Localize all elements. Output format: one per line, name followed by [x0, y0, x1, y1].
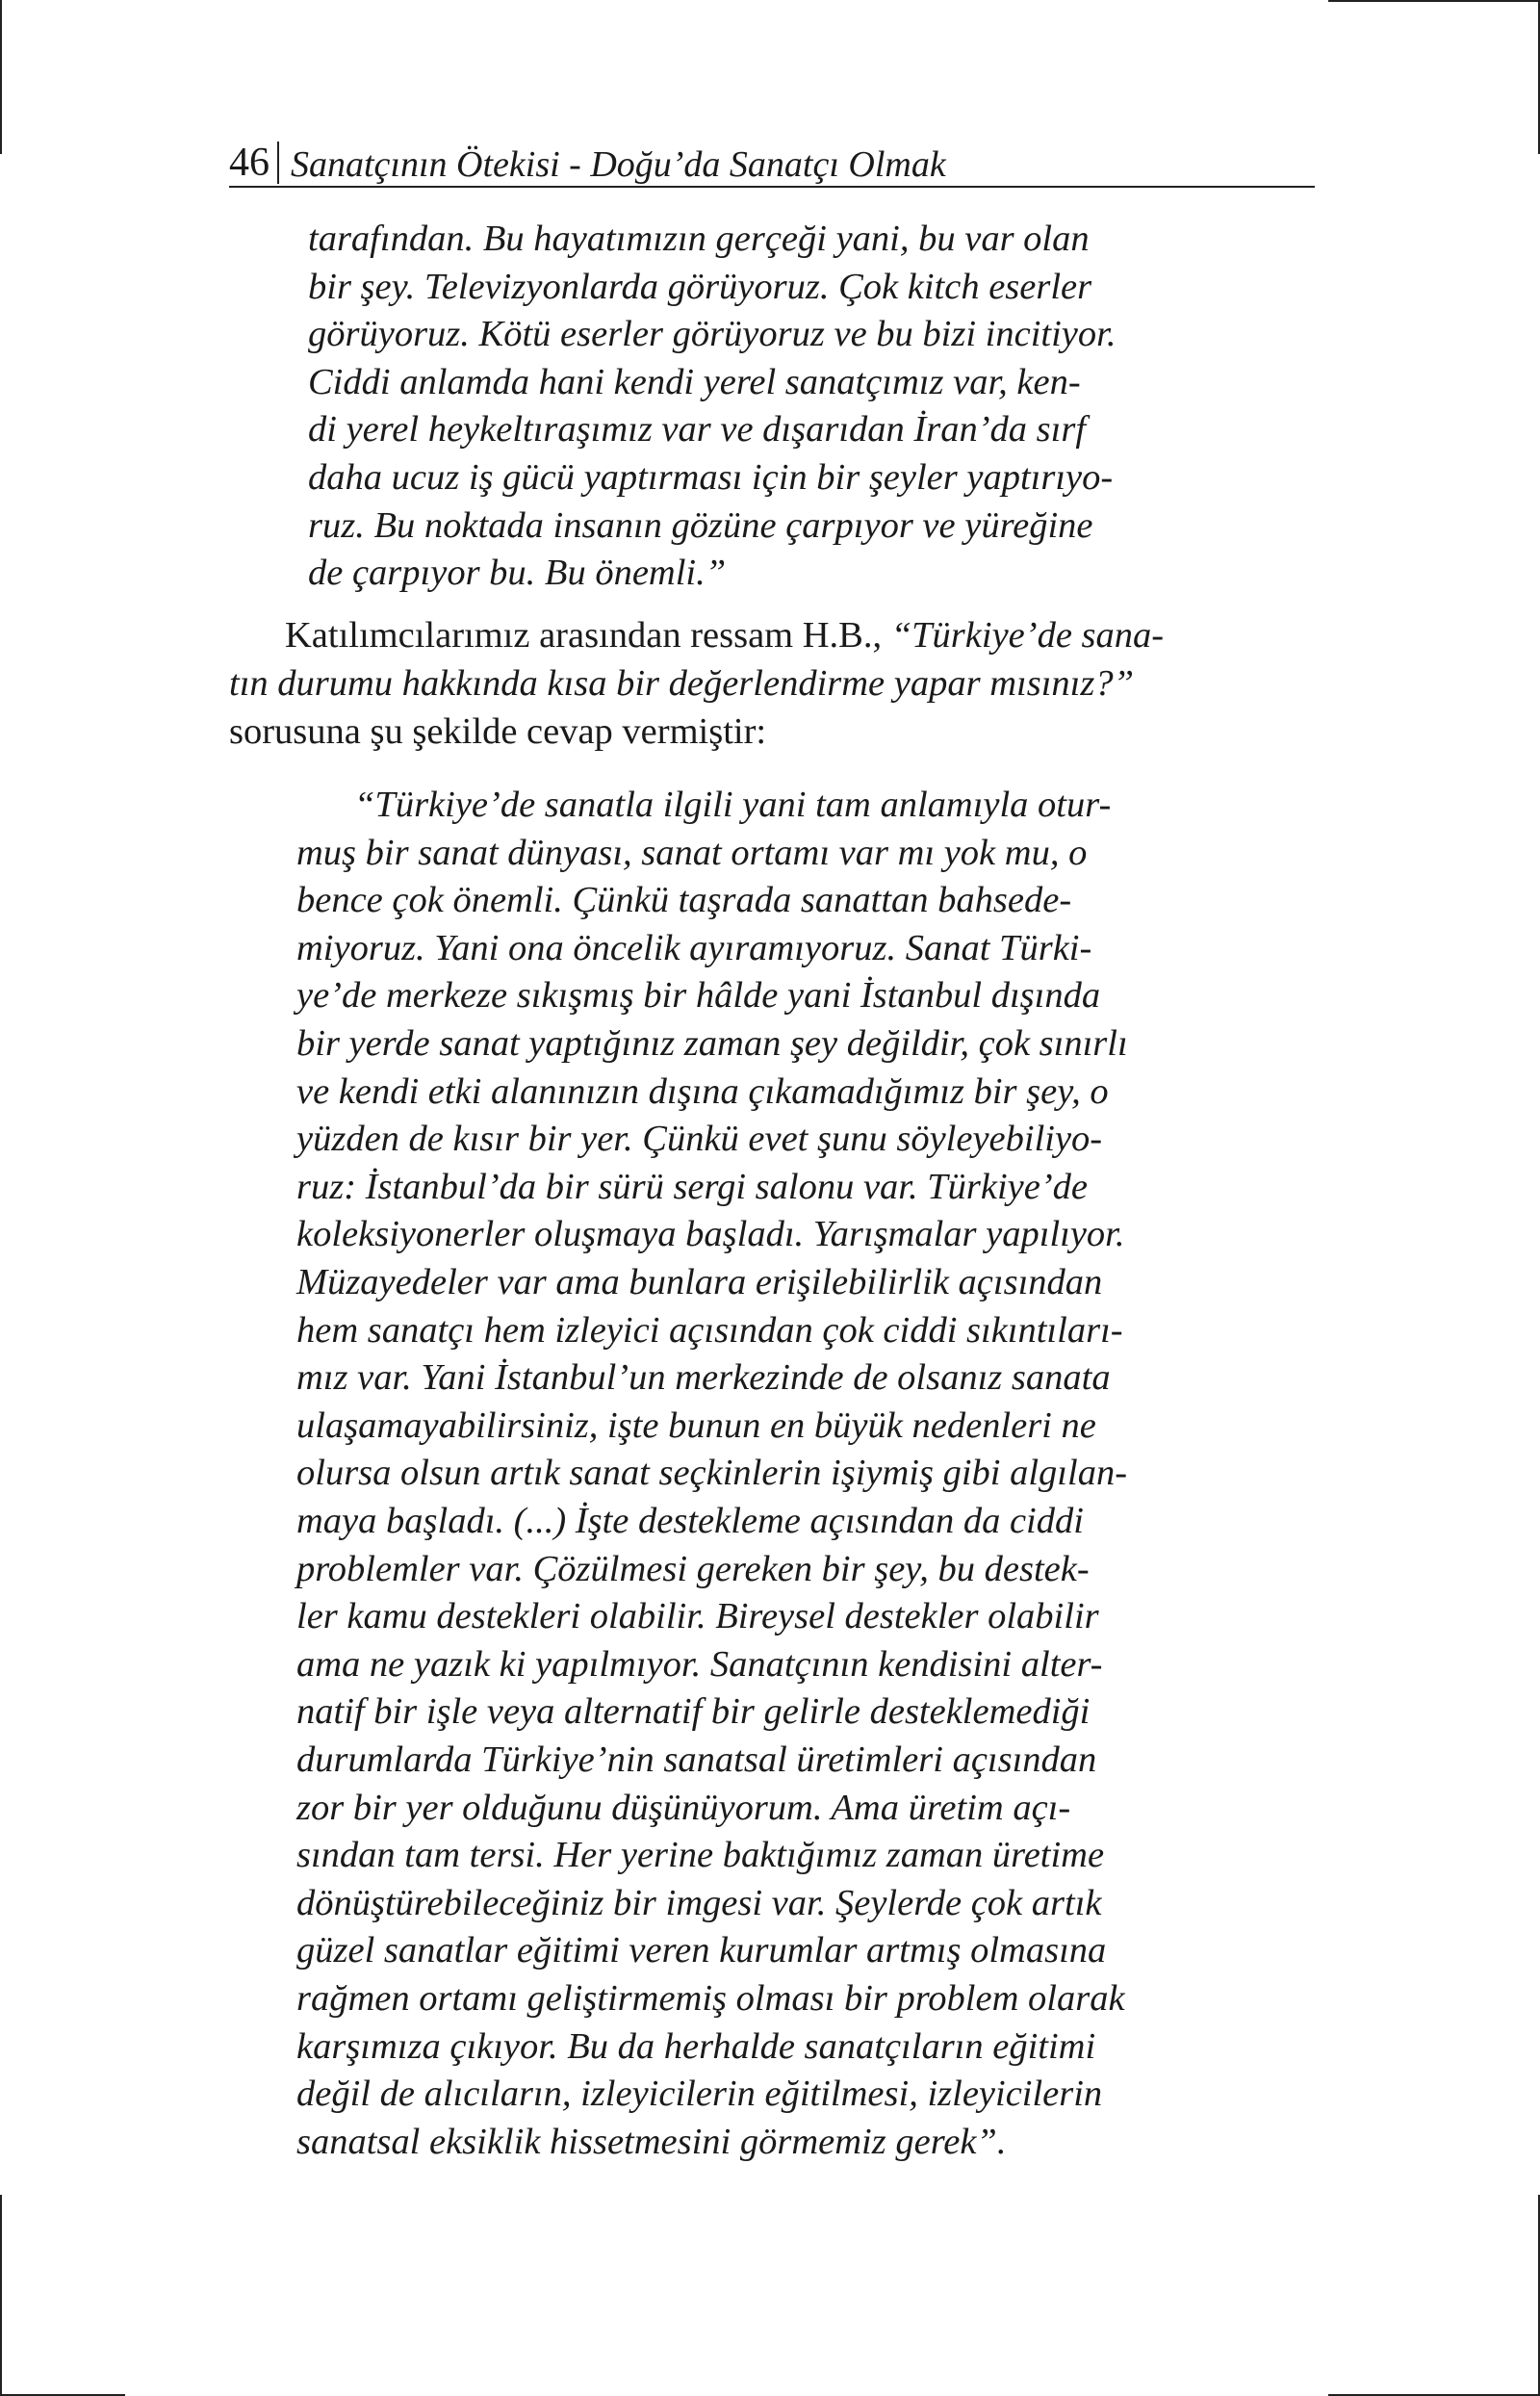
- quote-line: ler kamu destekleri olabilir. Bireysel destekler olabilir: [296, 1596, 1099, 1637]
- quoted-question: tın durumu hakkında kısa bir değerlendirme yapar mısınız?”: [229, 663, 1134, 704]
- quote-line: güzel sanatlar eğitimi veren kurumlar artmış olmasına: [296, 1930, 1107, 1971]
- quote-line: sından tam tersi. Her yerine baktığımız zaman üretime: [296, 1835, 1105, 1876]
- quote-line: miyoruz. Yani ona öncelik ayıramıyoruz. Sanat Türki-: [296, 927, 1092, 968]
- quote-line: natif bir işle veya alternatif bir gelirle desteklemediği: [296, 1691, 1091, 1733]
- running-title: Sanatçının Ötekisi - Doğu’da Sanatçı Olmak: [291, 144, 946, 185]
- quote-line: ruz: İstanbul’da bir sürü sergi salonu var. Türkiye’de: [296, 1166, 1089, 1207]
- quote-line: muş bir sanat dünyası, sanat ortamı var mı yok mu, o: [296, 832, 1088, 873]
- quote-line: maya başladı. (...) İşte destekleme açısından da ciddi: [296, 1501, 1084, 1541]
- quote-line: mız var. Yani İstanbul’un merkezinde de olsanız sanata: [296, 1357, 1111, 1399]
- quote-line: de çarpıyor bu. Bu önemli.”: [308, 553, 727, 594]
- quote-line: koleksiyonerler oluşmaya başladı. Yarışmalar yapılıyor.: [296, 1214, 1125, 1255]
- quote-line: olursa olsun artık sanat seçkinlerin işiymiş gibi algılan-: [296, 1453, 1128, 1494]
- body-text: sorusuna şu şekilde cevap vermiştir:: [229, 711, 767, 752]
- quote-line: dönüştürebileceğiniz bir imgesi var. Şeylerde çok artık: [296, 1882, 1102, 1923]
- running-header: [229, 138, 1315, 188]
- quote-line: bir şey. Televizyonlarda görüyoruz. Çok kitch eserler: [308, 266, 1092, 307]
- crop-mark: [1328, 0, 1540, 2]
- body-text: Katılımcılarımız arasından ressam H.B.,: [285, 615, 891, 656]
- quote-line: karşımıza çıkıyor. Bu da herhalde sanatçıların eğitimi: [296, 2025, 1096, 2067]
- quote-line: Ciddi anlamda hani kendi yerel sanatçımız var, ken-: [308, 361, 1081, 402]
- quote-line: zor bir yer olduğunu düşünüyorum. Ama üretim açı-: [296, 1787, 1071, 1828]
- quote-line: Müzayedeler var ama bunlara erişilebilirlik açısından: [296, 1262, 1103, 1302]
- quote-line: yüzden de kısır bir yer. Çünkü evet şunu söyleyebiliyo-: [296, 1119, 1103, 1160]
- body-line: [285, 616, 1164, 655]
- quote-line: ulaşamayabilirsiniz, işte bunun en büyük nedenleri ne: [296, 1404, 1096, 1446]
- crop-mark: [0, 0, 2, 154]
- crop-mark: [0, 2195, 2, 2396]
- quote-line: görüyoruz. Kötü eserler görüyoruz ve bu bizi incitiyor.: [308, 314, 1116, 355]
- quote-line: değil de alıcıların, izleyicilerin eğitilmesi, izleyicilerin: [296, 2074, 1103, 2115]
- quote-line: ruz. Bu noktada insanın gözüne çarpıyor ve yüreğine: [308, 504, 1093, 546]
- quote-line: ama ne yazık ki yapılmıyor. Sanatçının kendisini alter-: [296, 1643, 1103, 1685]
- quote-line: ye’de merkeze sıkışmış bir hâlde yani İstanbul dışında: [296, 975, 1101, 1017]
- page-number: 46: [229, 142, 279, 184]
- quote-line: bir yerde sanat yaptığınız zaman şey değildir, çok sınırlı: [296, 1023, 1128, 1064]
- quote-line: rağmen ortamı geliştirmemiş olması bir problem olarak: [296, 1978, 1125, 2019]
- quote-line: daha ucuz iş gücü yaptırması için bir şeyler yaptırıyo-: [308, 457, 1114, 498]
- quote-line: di yerel heykeltıraşımız var ve dışarıdan İran’da sırf: [308, 409, 1087, 451]
- quote-line: hem sanatçı hem izleyici açısından çok ciddi sıkıntıları-: [296, 1309, 1123, 1351]
- quote-line: “Türkiye’de sanatla ilgili yani tam anlamıyla otur-: [354, 785, 1112, 825]
- quote-line: ve kendi etki alanınızın dışına çıkamadığımız bir şey, o: [296, 1070, 1109, 1112]
- quote-line: durumlarda Türkiye’nin sanatsal üretimleri açısından: [296, 1739, 1097, 1780]
- quote-line: sanatsal eksiklik hissetmesini görmemiz gerek”.: [296, 2121, 1007, 2162]
- quote-line: problemler var. Çözülmesi gereken bir şey, bu destek-: [296, 1548, 1090, 1589]
- quote-line: bence çok önemli. Çünkü taşrada sanattan bahsede-: [296, 880, 1072, 921]
- quoted-question: “Türkiye’de sana-: [890, 615, 1165, 656]
- quote-line: tarafından. Bu hayatımızın gerçeği yani, bu var olan: [308, 219, 1090, 259]
